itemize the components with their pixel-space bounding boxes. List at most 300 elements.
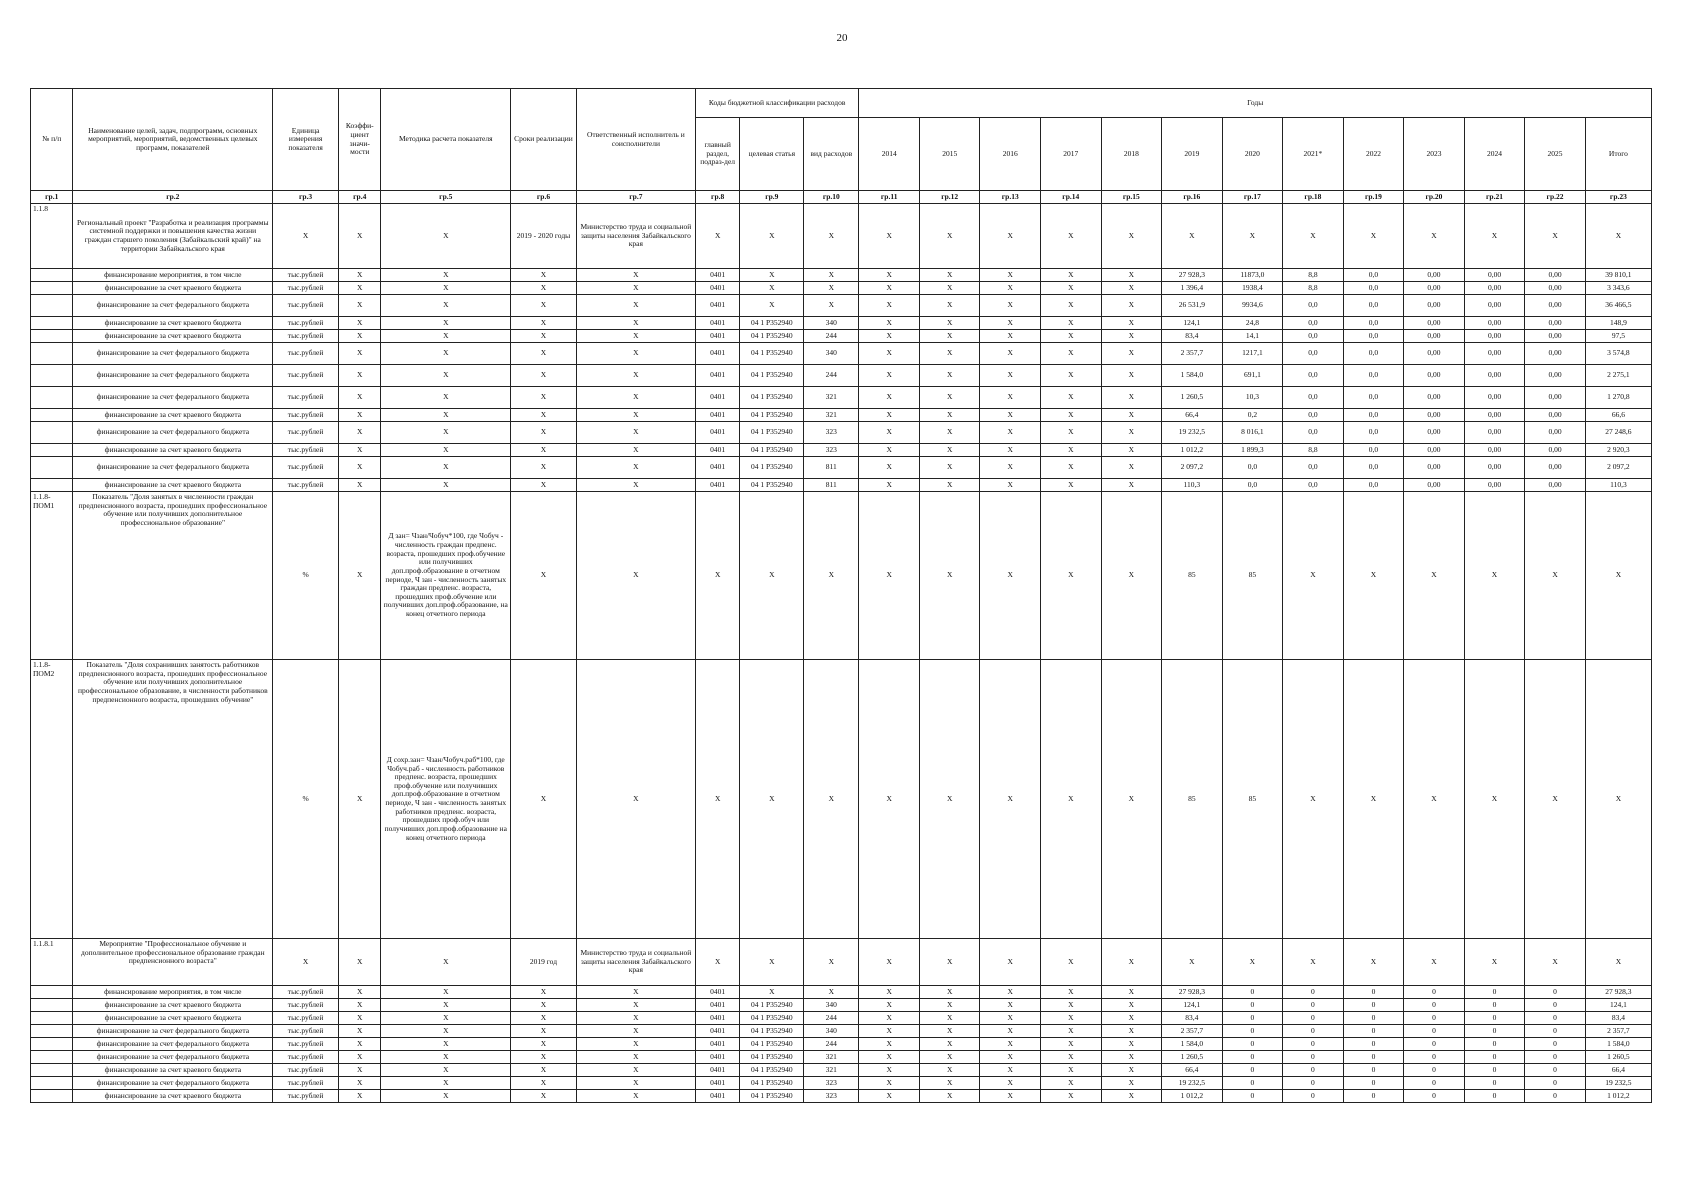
fin-row-cell: тыс.рублей: [273, 409, 339, 422]
fin-row-cell: 0: [1222, 1064, 1283, 1077]
fin-row-cell: 0,00: [1525, 365, 1586, 387]
fin-row-cell: 0,00: [1464, 457, 1525, 479]
fin-row-cell: 0,0: [1343, 444, 1404, 457]
fin-row-cell: 0: [1283, 999, 1344, 1012]
header-year: 2025: [1525, 118, 1586, 191]
cell-x: X: [1343, 204, 1404, 269]
fin-row-cell: X: [339, 330, 381, 343]
fin-row-cell: X: [804, 269, 859, 282]
cell-x: X: [339, 204, 381, 269]
fin-row-cell: X: [919, 1064, 980, 1077]
column-number-cell: гр.17: [1222, 191, 1283, 204]
fin-row-cell: X: [740, 282, 804, 295]
fin-row-cell: 0,0: [1343, 479, 1404, 492]
fin-row-cell: 0,00: [1464, 422, 1525, 444]
fin-row-cell: X: [576, 387, 695, 409]
fin-row-cell: X: [576, 422, 695, 444]
fin-row-cell: X: [980, 269, 1041, 282]
column-number-cell: гр.2: [73, 191, 273, 204]
table-row: [31, 1038, 1652, 1051]
header-years-group: Годы: [859, 89, 1652, 118]
fin-row-cell: 0,00: [1525, 295, 1586, 317]
fin-row-cell: X: [339, 269, 381, 282]
cell-x: X: [1101, 204, 1162, 269]
column-number-cell: гр.16: [1162, 191, 1223, 204]
num-cell: [31, 282, 73, 295]
fin-row-cell: X: [1041, 343, 1102, 365]
fin-row-cell: X: [339, 1064, 381, 1077]
num-cell: [31, 1064, 73, 1077]
fin-row-cell: 0: [1464, 1025, 1525, 1038]
fin-row-cell: 0: [1404, 986, 1465, 999]
fin-row-cell: X: [511, 479, 577, 492]
fin-row-cell: X: [576, 444, 695, 457]
table-row: [31, 269, 1652, 282]
header-year: 2017: [1041, 118, 1102, 191]
fin-row-label: финансирование за счет федерального бюджета: [73, 1051, 273, 1064]
num-cell: [31, 422, 73, 444]
table-row: [31, 387, 1652, 409]
cell-x: X: [1464, 204, 1525, 269]
fin-row-cell: 0,00: [1525, 422, 1586, 444]
table-row-indicator-2: [31, 660, 1652, 939]
table-row: [31, 330, 1652, 343]
fin-row-cell: X: [511, 457, 577, 479]
fin-row-cell: 0401: [695, 330, 740, 343]
fin-row-label: финансирование за счет федерального бюджета: [73, 457, 273, 479]
fin-row-cell: 0,0: [1222, 457, 1283, 479]
cell-x: X: [1343, 660, 1404, 939]
fin-row-cell: X: [980, 999, 1041, 1012]
fin-row-cell: 0: [1525, 986, 1586, 999]
fin-row-cell: X: [511, 999, 577, 1012]
fin-row-cell: 0401: [695, 1038, 740, 1051]
fin-row-cell: 0: [1525, 1064, 1586, 1077]
cell-x: X: [576, 492, 695, 660]
fin-row-cell: 321: [804, 409, 859, 422]
fin-row-cell: 24,8: [1222, 317, 1283, 330]
fin-row-cell: 2 097,2: [1162, 457, 1223, 479]
fin-row-cell: X: [740, 986, 804, 999]
fin-row-cell: X: [576, 330, 695, 343]
fin-row-cell: X: [919, 1051, 980, 1064]
fin-row-cell: 0: [1525, 999, 1586, 1012]
fin-row-cell: X: [919, 1025, 980, 1038]
fin-row-cell: 148,9: [1585, 317, 1651, 330]
fin-row-cell: тыс.рублей: [273, 343, 339, 365]
fin-row-label: финансирование за счет федерального бюджета: [73, 1077, 273, 1090]
fin-row-cell: 0: [1464, 986, 1525, 999]
fin-row-cell: 0: [1283, 1025, 1344, 1038]
column-number-cell: гр.15: [1101, 191, 1162, 204]
indicator-num: 1.1.8-ПОМ1: [31, 492, 73, 660]
fin-row-cell: X: [859, 1077, 920, 1090]
fin-row-label: финансирование за счет краевого бюджета: [73, 317, 273, 330]
fin-row-cell: 0: [1343, 1090, 1404, 1103]
cell-x: X: [381, 939, 511, 986]
fin-row-cell: X: [919, 1038, 980, 1051]
fin-row-cell: 244: [804, 1012, 859, 1025]
fin-row-cell: 0,0: [1343, 387, 1404, 409]
cell-x: X: [1041, 660, 1102, 939]
cell-x: X: [1283, 660, 1344, 939]
fin-row-label: финансирование за счет федерального бюджета: [73, 1038, 273, 1051]
fin-row-cell: 04 1 P352940: [740, 1025, 804, 1038]
cell-x: X: [859, 939, 920, 986]
fin-row-cell: 0,00: [1464, 365, 1525, 387]
fin-row-cell: X: [339, 295, 381, 317]
fin-row-cell: 04 1 P352940: [740, 343, 804, 365]
fin-row-cell: 0,0: [1343, 409, 1404, 422]
header-num: № п/п: [31, 89, 73, 191]
fin-row-cell: 0: [1525, 1012, 1586, 1025]
fin-row-cell: 0,0: [1283, 457, 1344, 479]
fin-row-cell: 0,00: [1404, 479, 1465, 492]
fin-row-cell: X: [919, 1077, 980, 1090]
fin-row-label: финансирование за счет краевого бюджета: [73, 444, 273, 457]
fin-row-cell: 0401: [695, 365, 740, 387]
fin-row-label: финансирование за счет федерального бюджета: [73, 295, 273, 317]
fin-row-cell: 0,0: [1283, 295, 1344, 317]
fin-row-cell: 9934,6: [1222, 295, 1283, 317]
fin-row-cell: X: [339, 282, 381, 295]
cell-x: X: [1404, 939, 1465, 986]
fin-row-cell: X: [1041, 479, 1102, 492]
fin-row-cell: 0,00: [1404, 409, 1465, 422]
fin-row-label: финансирование за счет федерального бюджета: [73, 387, 273, 409]
column-number-cell: гр.3: [273, 191, 339, 204]
cell-x: X: [740, 204, 804, 269]
fin-row-label: финансирование мероприятия, в том числе: [73, 269, 273, 282]
num-cell: [31, 343, 73, 365]
fin-row-cell: X: [1041, 409, 1102, 422]
fin-row-cell: 0: [1283, 1051, 1344, 1064]
table-row: [31, 343, 1652, 365]
table-row: [31, 295, 1652, 317]
cell-x: X: [1404, 492, 1465, 660]
fin-row-cell: 04 1 P352940: [740, 1064, 804, 1077]
fin-row-cell: 04 1 P352940: [740, 999, 804, 1012]
fin-row-cell: X: [980, 1012, 1041, 1025]
fin-row-cell: 0,0: [1343, 457, 1404, 479]
fin-row-cell: X: [381, 1025, 511, 1038]
cell-x: X: [1101, 660, 1162, 939]
fin-row-cell: X: [859, 1012, 920, 1025]
fin-row-cell: X: [381, 409, 511, 422]
fin-row-cell: X: [1041, 330, 1102, 343]
num-cell: [31, 387, 73, 409]
fin-row-cell: тыс.рублей: [273, 365, 339, 387]
fin-row-cell: 0401: [695, 1025, 740, 1038]
event-num: 1.1.8.1: [31, 939, 73, 986]
fin-row-cell: X: [859, 330, 920, 343]
fin-row-cell: X: [859, 295, 920, 317]
cell-x: X: [740, 939, 804, 986]
indicator-2019: 85: [1162, 660, 1223, 939]
fin-row-cell: 0: [1464, 1012, 1525, 1025]
fin-row-cell: X: [980, 1038, 1041, 1051]
cell-x: X: [1343, 939, 1404, 986]
fin-row-cell: X: [980, 295, 1041, 317]
cell-x: X: [381, 204, 511, 269]
num-cell: [31, 444, 73, 457]
fin-row-label: финансирование за счет краевого бюджета: [73, 999, 273, 1012]
cell-x: X: [511, 660, 577, 939]
fin-row-cell: 2 275,1: [1585, 365, 1651, 387]
num-cell: [31, 1012, 73, 1025]
fin-row-cell: 04 1 P352940: [740, 444, 804, 457]
fin-row-cell: X: [980, 422, 1041, 444]
fin-row-cell: X: [576, 1051, 695, 1064]
fin-row-cell: X: [1041, 1077, 1102, 1090]
indicator-unit: %: [273, 492, 339, 660]
cell-x: X: [1041, 204, 1102, 269]
cell-x: X: [1162, 939, 1223, 986]
fin-row-cell: 10,3: [1222, 387, 1283, 409]
table-row: [31, 1090, 1652, 1103]
fin-row-cell: 1 260,5: [1162, 1051, 1223, 1064]
fin-row-cell: 0,00: [1464, 269, 1525, 282]
cell-x: X: [273, 204, 339, 269]
cell-x: X: [1525, 660, 1586, 939]
column-number-cell: гр.12: [919, 191, 980, 204]
fin-row-cell: X: [1041, 999, 1102, 1012]
num-cell: [31, 365, 73, 387]
fin-row-cell: 19 232,5: [1162, 1077, 1223, 1090]
cell-x: X: [695, 660, 740, 939]
fin-row-cell: X: [859, 387, 920, 409]
fin-row-cell: 0: [1464, 1064, 1525, 1077]
cell-x: X: [919, 492, 980, 660]
fin-row-cell: X: [511, 986, 577, 999]
fin-row-cell: 2 097,2: [1585, 457, 1651, 479]
fin-row-cell: X: [919, 986, 980, 999]
fin-row-label: финансирование за счет федерального бюджета: [73, 1025, 273, 1038]
header-year: 2023: [1404, 118, 1465, 191]
column-number-cell: гр.1: [31, 191, 73, 204]
header-year: 2015: [919, 118, 980, 191]
fin-row-cell: X: [381, 387, 511, 409]
fin-row-cell: X: [381, 1038, 511, 1051]
cell-x: X: [919, 204, 980, 269]
fin-row-cell: X: [919, 282, 980, 295]
fin-row-cell: X: [859, 1090, 920, 1103]
fin-row-cell: 66,4: [1162, 1064, 1223, 1077]
cell-x: X: [859, 204, 920, 269]
fin-row-cell: 0,0: [1283, 365, 1344, 387]
fin-row-cell: 0: [1283, 1064, 1344, 1077]
fin-row-cell: X: [980, 1025, 1041, 1038]
table-row: [31, 282, 1652, 295]
fin-row-cell: 0,00: [1464, 343, 1525, 365]
header-year: 2016: [980, 118, 1041, 191]
fin-row-cell: X: [1101, 409, 1162, 422]
fin-row-cell: 97,5: [1585, 330, 1651, 343]
fin-row-cell: X: [381, 317, 511, 330]
fin-row-cell: 1 584,0: [1162, 1038, 1223, 1051]
fin-row-cell: X: [859, 365, 920, 387]
table-row: [31, 1064, 1652, 1077]
fin-row-cell: X: [1101, 269, 1162, 282]
fin-row-cell: X: [339, 1012, 381, 1025]
program-table: [30, 88, 1652, 1103]
fin-row-cell: тыс.рублей: [273, 295, 339, 317]
fin-row-cell: 83,4: [1162, 1012, 1223, 1025]
fin-row-label: финансирование за счет краевого бюджета: [73, 282, 273, 295]
num-cell: [31, 999, 73, 1012]
fin-row-cell: X: [381, 1051, 511, 1064]
fin-row-cell: X: [511, 422, 577, 444]
fin-row-cell: X: [576, 1025, 695, 1038]
fin-row-cell: 0: [1283, 1012, 1344, 1025]
fin-row-cell: X: [980, 282, 1041, 295]
fin-row-cell: 14,1: [1222, 330, 1283, 343]
fin-row-cell: X: [339, 1038, 381, 1051]
fin-row-cell: X: [576, 317, 695, 330]
fin-row-cell: 0,00: [1404, 387, 1465, 409]
fin-row-cell: X: [381, 330, 511, 343]
cell-x: X: [980, 939, 1041, 986]
header-year: 2019: [1162, 118, 1223, 191]
fin-row-cell: X: [859, 999, 920, 1012]
fin-row-cell: 04 1 P352940: [740, 409, 804, 422]
fin-row-cell: X: [576, 343, 695, 365]
fin-row-cell: 110,3: [1162, 479, 1223, 492]
fin-row-cell: X: [1101, 986, 1162, 999]
cell-x: X: [1343, 492, 1404, 660]
column-number-cell: гр.9: [740, 191, 804, 204]
fin-row-cell: X: [576, 1064, 695, 1077]
fin-row-cell: 83,4: [1162, 330, 1223, 343]
cell-x: X: [1404, 204, 1465, 269]
fin-row-cell: X: [1101, 1077, 1162, 1090]
fin-row-cell: 0401: [695, 1012, 740, 1025]
fin-row-cell: X: [1041, 1038, 1102, 1051]
fin-row-cell: X: [576, 1077, 695, 1090]
fin-row-cell: X: [1101, 317, 1162, 330]
fin-row-cell: 124,1: [1585, 999, 1651, 1012]
fin-row-cell: X: [1101, 999, 1162, 1012]
fin-row-cell: X: [381, 282, 511, 295]
fin-row-cell: 110,3: [1585, 479, 1651, 492]
cell-x: X: [1525, 204, 1586, 269]
fin-row-cell: 0401: [695, 282, 740, 295]
fin-row-cell: 19 232,5: [1162, 422, 1223, 444]
fin-row-cell: 0,00: [1404, 457, 1465, 479]
fin-row-cell: 27 928,3: [1585, 986, 1651, 999]
fin-row-cell: X: [859, 282, 920, 295]
fin-row-cell: 0: [1404, 1051, 1465, 1064]
column-number-cell: гр.13: [980, 191, 1041, 204]
fin-row-cell: X: [1101, 457, 1162, 479]
fin-row-cell: 0,00: [1525, 479, 1586, 492]
fin-row-cell: 0,00: [1404, 317, 1465, 330]
fin-row-cell: 0,00: [1464, 317, 1525, 330]
header-bk-section: главный раздел, подраз-дел: [695, 118, 740, 191]
fin-row-cell: X: [859, 444, 920, 457]
fin-row-cell: 0,0: [1283, 343, 1344, 365]
fin-row-cell: 244: [804, 1038, 859, 1051]
cell-x: X: [1464, 492, 1525, 660]
cell-x: X: [576, 660, 695, 939]
fin-row-cell: 83,4: [1585, 1012, 1651, 1025]
fin-row-cell: X: [980, 409, 1041, 422]
fin-row-cell: X: [1041, 457, 1102, 479]
cell-x: X: [1404, 660, 1465, 939]
fin-row-cell: X: [339, 317, 381, 330]
fin-row-cell: 323: [804, 1090, 859, 1103]
cell-x: X: [804, 492, 859, 660]
cell-x: X: [740, 660, 804, 939]
table-row: [31, 1012, 1652, 1025]
fin-row-cell: 0,00: [1525, 343, 1586, 365]
fin-row-cell: 0: [1222, 1025, 1283, 1038]
fin-row-cell: 0: [1404, 1077, 1465, 1090]
fin-row-cell: 04 1 P352940: [740, 1051, 804, 1064]
fin-row-cell: X: [1041, 1012, 1102, 1025]
fin-row-cell: тыс.рублей: [273, 1064, 339, 1077]
cell-x: X: [695, 204, 740, 269]
fin-row-cell: 1 899,3: [1222, 444, 1283, 457]
event-resp: Министерство труда и социальной защиты населения Забайкальского края: [576, 939, 695, 986]
fin-row-cell: 39 810,1: [1585, 269, 1651, 282]
fin-row-cell: 19 232,5: [1585, 1077, 1651, 1090]
cell-x: X: [339, 660, 381, 939]
fin-row-cell: 66,4: [1162, 409, 1223, 422]
indicator-2020: 85: [1222, 660, 1283, 939]
fin-row-cell: X: [980, 1090, 1041, 1103]
fin-row-cell: X: [859, 409, 920, 422]
fin-row-cell: 0: [1464, 1051, 1525, 1064]
fin-row-cell: 0401: [695, 457, 740, 479]
column-number-cell: гр.14: [1041, 191, 1102, 204]
fin-row-cell: X: [859, 479, 920, 492]
fin-row-cell: тыс.рублей: [273, 444, 339, 457]
fin-row-cell: X: [919, 479, 980, 492]
fin-row-cell: 0,0: [1343, 295, 1404, 317]
fin-row-cell: 0,00: [1404, 295, 1465, 317]
fin-row-cell: X: [859, 317, 920, 330]
header-bk-group: Коды бюджетной классификации расходов: [695, 89, 859, 118]
table-row-indicator-1: [31, 492, 1652, 660]
fin-row-cell: X: [1041, 1064, 1102, 1077]
fin-row-cell: тыс.рублей: [273, 387, 339, 409]
cell-x: X: [1464, 660, 1525, 939]
project-resp: Министерство труда и социальной защиты населения Забайкальского края: [576, 204, 695, 269]
fin-row-cell: 0,0: [1343, 282, 1404, 295]
fin-row-cell: 0401: [695, 479, 740, 492]
cell-x: X: [804, 939, 859, 986]
fin-row-cell: 0: [1222, 1051, 1283, 1064]
fin-row-cell: 321: [804, 387, 859, 409]
fin-row-cell: 0401: [695, 1077, 740, 1090]
fin-row-cell: 0,0: [1343, 330, 1404, 343]
fin-row-cell: 0: [1343, 1012, 1404, 1025]
fin-row-cell: X: [1041, 1051, 1102, 1064]
fin-row-cell: X: [339, 999, 381, 1012]
fin-row-cell: тыс.рублей: [273, 999, 339, 1012]
fin-row-cell: тыс.рублей: [273, 986, 339, 999]
cell-x: X: [859, 660, 920, 939]
cell-x: X: [1585, 939, 1651, 986]
fin-row-cell: тыс.рублей: [273, 1090, 339, 1103]
num-cell: [31, 1077, 73, 1090]
column-number-cell: гр.11: [859, 191, 920, 204]
fin-row-cell: тыс.рублей: [273, 330, 339, 343]
fin-row-cell: X: [576, 409, 695, 422]
cell-x: X: [740, 492, 804, 660]
fin-row-label: финансирование за счет краевого бюджета: [73, 479, 273, 492]
